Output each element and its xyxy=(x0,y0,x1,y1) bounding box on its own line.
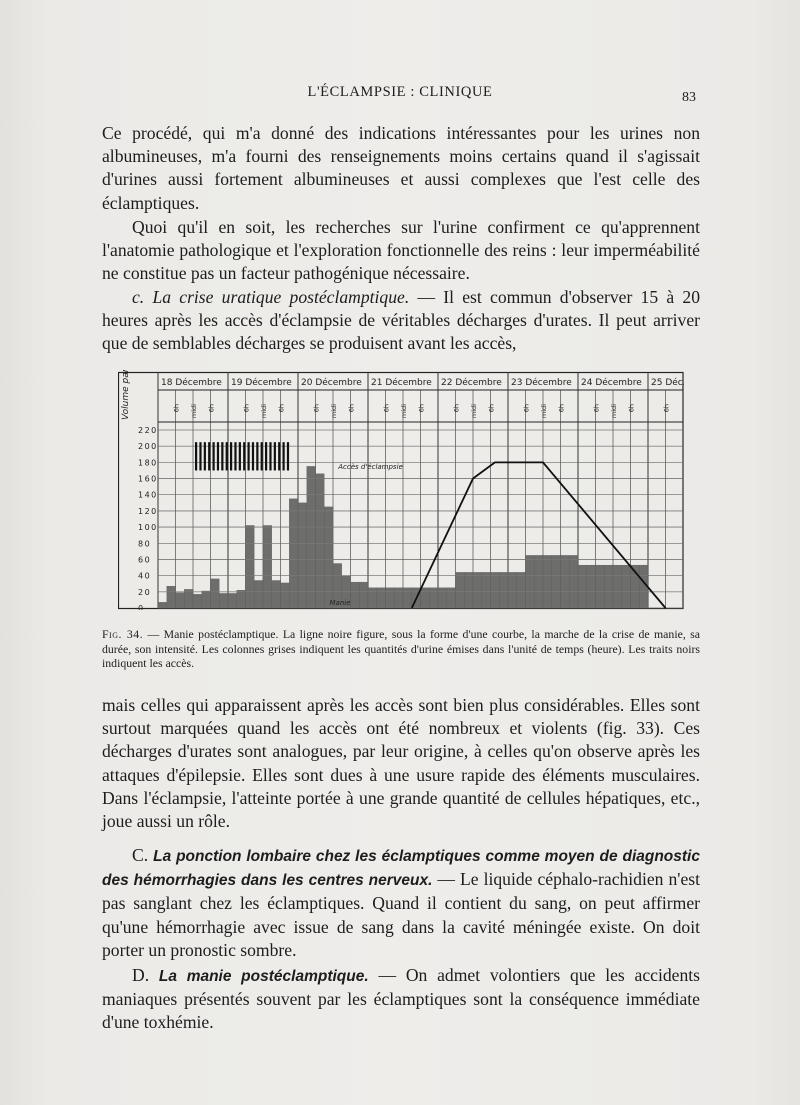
y-tick-label: 160 xyxy=(138,474,158,484)
paragraph-1: Ce procédé, qui m'a donné des indications intéressantes pour les urines non albumineuses, m'a fourni des renseignements moins certains quand il s'agissait d'urines aussi fortement albumineuses et aussi complexes que l'est celle des éclamptiques. xyxy=(102,123,700,213)
y-tick-label: 120 xyxy=(138,506,158,516)
paragraph-5 xyxy=(102,844,700,962)
urine-bar xyxy=(447,588,456,608)
urine-bar xyxy=(246,525,255,608)
acces-mark xyxy=(269,442,271,470)
acces-mark xyxy=(221,442,223,470)
paragraph-3 xyxy=(102,286,700,356)
y-tick-label: 140 xyxy=(138,490,158,500)
acces-mark xyxy=(195,442,197,470)
hour-label: 6h xyxy=(627,404,636,413)
urine-bar xyxy=(421,588,430,608)
urine-bar xyxy=(517,572,526,608)
y-tick-label: 20 xyxy=(138,587,152,597)
urine-bar xyxy=(561,555,570,608)
paragraph-6-label: D. xyxy=(132,965,150,985)
paragraph-4: mais celles qui apparaissent après les accès sont bien plus considérables. Elles sont surtout marquées quand les accès ont été nombreux et violents (fig. 33). Ces décharges d'urates sont analogues, par leur origine, à celles qu'on observe après les attaques d'épilepsie. Elles sont dues à une usure rapide des éléments musculaires. Dans l'éclampsie, l'atteinte portée à une grande quantité de cellules hépatiques, etc., joue aussi un rôle. xyxy=(102,695,700,832)
urine-bar xyxy=(184,589,193,608)
day-label: 23 Décembre xyxy=(511,378,572,388)
hour-label: 6h xyxy=(172,404,181,413)
urine-bar xyxy=(587,565,596,608)
y-axis-title: Volume par heure xyxy=(121,370,131,420)
urine-bar xyxy=(377,588,386,608)
y-tick-label: 100 xyxy=(138,523,158,533)
y-tick-label: 200 xyxy=(138,442,158,452)
hour-label: 6h xyxy=(207,404,216,413)
acces-mark xyxy=(252,442,254,470)
hour-label: 6h xyxy=(417,404,426,413)
hour-label: midi xyxy=(260,404,268,419)
urine-bar xyxy=(211,579,220,608)
paragraph-3-text: — Il est commun d'observer 15 à 20 heures après les accès d'éclampsie de véritables décharges d'urates. Il peut arriver que de semblables décharges se produisent avant les accès, xyxy=(102,287,700,354)
hour-label: midi xyxy=(400,404,408,419)
urine-bar xyxy=(534,555,543,608)
urine-bar xyxy=(316,474,325,608)
hour-label: 6h xyxy=(592,404,601,413)
day-label: 19 Décembre xyxy=(231,378,292,388)
page-number: 83 xyxy=(682,90,696,105)
hour-label: midi xyxy=(540,404,548,419)
acces-mark xyxy=(217,442,219,470)
paragraph-5-text: — Le liquide céphalo-rachidien n'est pas sanglant chez les éclamptiques. Quand il contient du sang, on peut affirmer qu'une hémorrhagie avec issue de sang dans la cavité méningée existe. On doit porter un pronostic sombre. xyxy=(102,869,700,960)
acces-mark xyxy=(208,442,210,470)
urine-bar xyxy=(429,588,438,608)
urine-bar xyxy=(613,565,622,608)
urine-bar xyxy=(482,572,491,608)
running-head: L'ÉCLAMPSIE : CLINIQUE xyxy=(307,84,493,100)
urine-bar xyxy=(281,583,290,608)
paragraph-3-title: La crise uratique postéclamptique. xyxy=(152,287,410,307)
day-label: 25 Déc. xyxy=(651,378,684,388)
acces-mark xyxy=(230,442,232,470)
urine-bar xyxy=(167,586,176,608)
urine-bar xyxy=(307,466,316,608)
urine-bar xyxy=(438,588,447,608)
paragraph-6-title: La manie postéclamptique. xyxy=(158,968,369,985)
urine-bar xyxy=(298,503,307,608)
urine-bar xyxy=(596,565,605,608)
urine-bar xyxy=(237,590,246,608)
urine-bar xyxy=(578,565,587,608)
urine-bar xyxy=(491,572,500,608)
hour-label: 6h xyxy=(557,404,566,413)
urine-bar xyxy=(394,588,403,608)
acces-mark xyxy=(274,442,276,470)
acces-mark xyxy=(261,442,263,470)
paragraph-3-label: c. xyxy=(132,287,145,307)
manie-annotation: Manie xyxy=(329,599,351,607)
hour-label: 6h xyxy=(487,404,496,413)
day-label: 20 Décembre xyxy=(301,378,362,388)
hour-label: midi xyxy=(470,404,478,419)
urine-bar xyxy=(526,555,535,608)
urine-bar xyxy=(263,525,272,608)
urine-bar xyxy=(552,555,561,608)
urine-bar xyxy=(403,588,412,608)
urine-bar xyxy=(272,580,281,608)
acces-mark xyxy=(239,442,241,470)
acces-mark xyxy=(248,442,250,470)
acces-mark xyxy=(278,442,280,470)
urine-bar xyxy=(289,499,298,608)
acces-mark xyxy=(283,442,285,470)
urine-bar xyxy=(324,507,333,608)
acces-mark xyxy=(243,442,245,470)
hour-label: 6h xyxy=(452,404,461,413)
urine-bar xyxy=(464,572,473,608)
y-tick-label: 60 xyxy=(138,555,152,565)
urine-bar xyxy=(622,565,631,608)
figure-34 xyxy=(118,370,684,614)
urine-bar xyxy=(386,588,395,608)
acces-mark xyxy=(256,442,258,470)
paragraph-5-label: C. xyxy=(132,845,149,865)
urine-bar xyxy=(351,582,360,608)
acces-mark xyxy=(204,442,206,470)
urine-bar xyxy=(473,572,482,608)
hour-label: 6h xyxy=(347,404,356,413)
acces-mark xyxy=(287,442,289,470)
hour-label: 6h xyxy=(242,404,251,413)
urine-bar xyxy=(368,588,377,608)
day-label: 21 Décembre xyxy=(371,378,432,388)
y-tick-label: 220 xyxy=(138,426,158,435)
figure-caption xyxy=(102,627,700,671)
hour-label: 6h xyxy=(662,404,671,413)
y-tick-label: 80 xyxy=(138,539,152,549)
acces-mark xyxy=(199,442,201,470)
hour-label: midi xyxy=(610,404,618,419)
hour-label: midi xyxy=(330,404,338,419)
y-tick-label: 0 xyxy=(138,604,145,610)
urine-bar xyxy=(543,555,552,608)
urine-bar xyxy=(219,593,228,608)
hour-label: 6h xyxy=(277,404,286,413)
urine-bar xyxy=(193,594,202,608)
day-label: 18 Décembre xyxy=(161,378,222,388)
hour-label: 6h xyxy=(382,404,391,413)
acces-mark xyxy=(234,442,236,470)
urine-bar xyxy=(176,593,185,608)
urine-bar xyxy=(359,582,368,608)
urine-bar xyxy=(569,555,578,608)
paragraph-6-text: — On admet volontiers que les accidents maniaques présentés souvent par les éclamptiques sont la conséquence immédiate d'une toxhémie. xyxy=(102,965,701,1033)
acces-mark xyxy=(213,442,215,470)
day-label: 24 Décembre xyxy=(581,378,642,388)
y-tick-label: 180 xyxy=(138,458,158,468)
y-tick-label: 40 xyxy=(138,571,152,581)
urine-bar xyxy=(228,593,237,608)
acces-mark xyxy=(226,442,228,470)
urine-bar xyxy=(456,572,465,608)
urine-bar xyxy=(508,572,517,608)
paragraph-2: Quoi qu'il en soit, les recherches sur l'urine confirment ce qu'apprennent l'anatomie pathologique et l'exploration fonctionnelle des reins : leur imperméabilité ne constitue pas un facteur pathogénique nécessaire. xyxy=(102,217,700,284)
hour-label: midi xyxy=(190,404,198,419)
caption-text: — Manie postéclamptique. La ligne noire figure, sous la forme d'une courbe, la marche de la crise de manie, sa durée, son intensité. Les colonnes grises indiquent les quantités d'urine émises dans l'unité de temps (heure). Les traits noirs indiquent les accès. xyxy=(102,627,700,670)
urine-bar xyxy=(202,591,211,608)
urine-bar xyxy=(499,572,508,608)
acces-mark xyxy=(265,442,267,470)
day-label: 22 Décembre xyxy=(441,378,502,388)
hour-label: 6h xyxy=(312,404,321,413)
paragraph-6 xyxy=(102,964,700,1035)
paragraph-5-title: La ponction lombaire chez les éclamptiques comme moyen de diagnostic des hémorrhagies dans les centres nerveux. xyxy=(102,848,700,890)
hour-label: 6h xyxy=(522,404,531,413)
caption-label: Fig. 34. xyxy=(102,627,144,641)
urine-bar xyxy=(254,580,263,608)
urine-bar xyxy=(604,565,613,608)
acces-annotation: Accès d'éclampsie xyxy=(338,462,403,471)
urine-mania-chart xyxy=(118,370,684,610)
urine-bar xyxy=(158,602,167,608)
